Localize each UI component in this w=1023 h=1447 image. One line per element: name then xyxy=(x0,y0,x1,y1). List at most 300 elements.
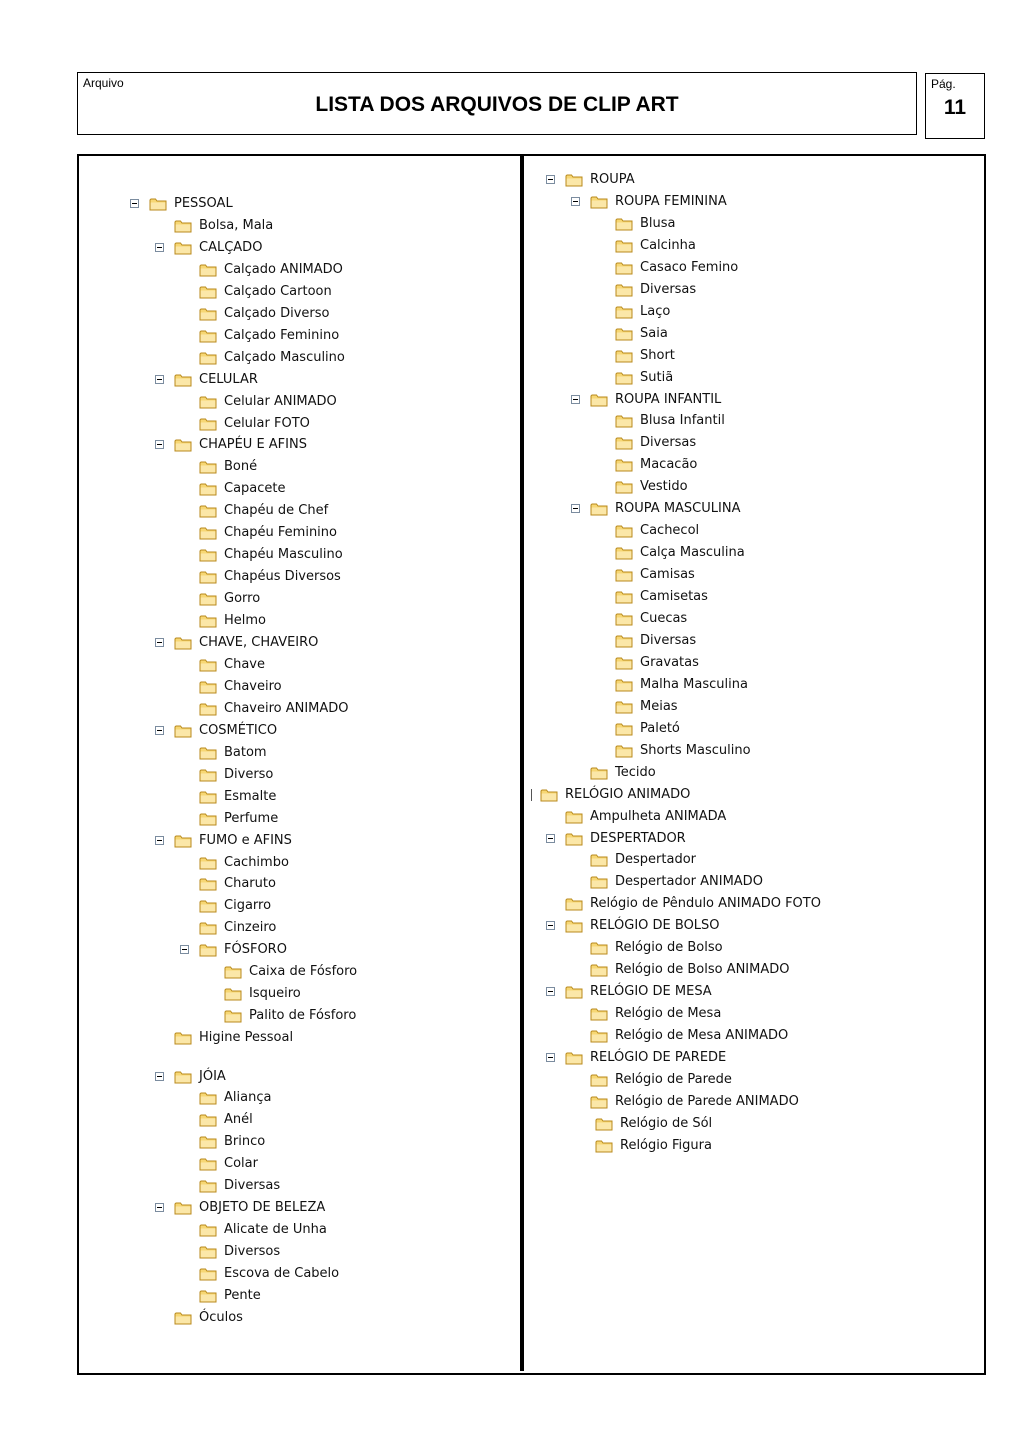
folder-item[interactable] xyxy=(174,216,273,236)
folder-item[interactable] xyxy=(615,258,738,278)
folder-item[interactable] xyxy=(199,1286,261,1306)
folder-icon xyxy=(199,943,217,957)
folder-item[interactable] xyxy=(615,587,708,607)
collapse-toggle-icon[interactable] xyxy=(155,638,164,647)
page-label: Pág. xyxy=(931,77,956,91)
folder-item[interactable] xyxy=(174,435,307,455)
folder-label: Chapéu de Chef xyxy=(224,503,329,519)
folder-label: Relógio de Mesa ANIMADO xyxy=(615,1028,789,1044)
folder-label: Diversas xyxy=(224,1178,281,1194)
folder-item[interactable] xyxy=(615,631,696,651)
folder-label: Calçado Cartoon xyxy=(224,283,332,299)
folder-icon xyxy=(199,329,217,343)
folder-label: Despertador xyxy=(615,852,696,868)
folder-label: Laço xyxy=(640,303,671,319)
folder-item[interactable] xyxy=(174,1308,243,1328)
folder-icon xyxy=(590,875,608,889)
folder-icon xyxy=(595,1139,613,1153)
folder-icon xyxy=(199,877,217,891)
folder-label: Esmalte xyxy=(224,788,277,804)
folder-item[interactable] xyxy=(590,763,656,783)
folder-label: Bolsa, Mala xyxy=(199,217,274,233)
folder-icon xyxy=(174,1031,192,1045)
header-box xyxy=(77,72,917,135)
folder-label: FÓSFORO xyxy=(224,942,287,958)
folder-label: Relógio de Bolso ANIMADO xyxy=(615,962,790,978)
folder-label: Boné xyxy=(224,459,258,475)
folder-label: Diversos xyxy=(224,1244,281,1260)
column-divider xyxy=(520,154,524,1371)
folder-icon xyxy=(615,744,633,758)
folder-icon xyxy=(199,658,217,672)
folder-label: ROUPA xyxy=(590,172,635,187)
folder-icon xyxy=(174,219,192,233)
folder-icon xyxy=(149,197,167,211)
folder-label: RELÓGIO DE PAREDE xyxy=(590,1050,727,1065)
folder-label: Chapéu Masculino xyxy=(224,547,343,563)
folder-icon xyxy=(174,724,192,738)
folder-icon xyxy=(590,393,608,407)
folder-item[interactable] xyxy=(615,697,678,717)
folder-icon xyxy=(615,524,633,538)
folder-label: CHAPÉU E AFINS xyxy=(199,437,307,453)
folder-icon xyxy=(615,700,633,714)
folder-item[interactable] xyxy=(174,1028,293,1048)
folder-label: Relógio de Mesa xyxy=(615,1006,722,1022)
folder-item[interactable] xyxy=(199,787,276,807)
folder-label: Brinco xyxy=(224,1134,266,1150)
folder-item[interactable] xyxy=(615,324,668,344)
folder-label: CALÇADO xyxy=(199,239,263,255)
folder-icon xyxy=(615,436,633,450)
folder-icon xyxy=(174,1070,192,1084)
folder-label: Camisetas xyxy=(640,589,708,605)
header-label: Arquivo xyxy=(83,76,124,90)
collapse-toggle-icon[interactable] xyxy=(546,921,555,930)
folder-item[interactable] xyxy=(590,1004,721,1024)
folder-icon xyxy=(590,963,608,977)
collapse-toggle-icon[interactable] xyxy=(546,1053,555,1062)
folder-icon xyxy=(590,1073,608,1087)
folder-item[interactable] xyxy=(199,304,330,324)
folder-label: Relógio de Bolso xyxy=(615,940,723,956)
folder-label: RELÓGIO DE MESA xyxy=(590,984,712,1000)
folder-label: Calçado Masculino xyxy=(224,349,345,365)
folder-icon xyxy=(590,766,608,780)
folder-icon xyxy=(199,417,217,431)
folder-label: Saia xyxy=(640,325,668,341)
folder-label: RELÓGIO ANIMADO xyxy=(565,786,691,802)
folder-icon xyxy=(615,458,633,472)
folder-icon xyxy=(199,812,217,826)
folder-icon xyxy=(565,985,583,999)
folder-icon xyxy=(540,788,558,802)
folder-icon xyxy=(199,1113,217,1127)
folder-label: Meias xyxy=(640,698,678,714)
folder-label: Cinzeiro xyxy=(224,920,277,936)
folder-label: CHAVE, CHAVEIRO xyxy=(199,635,319,650)
folder-icon xyxy=(615,634,633,648)
folder-item[interactable] xyxy=(199,1176,280,1196)
folder-icon xyxy=(199,548,217,562)
folder-label: Short xyxy=(640,347,675,363)
folder-item[interactable] xyxy=(615,741,751,761)
folder-item[interactable] xyxy=(199,677,282,697)
folder-label: Blusa Infantil xyxy=(640,413,725,429)
collapse-toggle-icon[interactable] xyxy=(155,440,164,449)
folder-label: Vestido xyxy=(640,479,688,495)
folder-label: Calçado Feminino xyxy=(224,327,340,343)
folder-icon xyxy=(615,349,633,363)
folder-item[interactable] xyxy=(590,850,696,870)
folder-label: Cuecas xyxy=(640,611,688,626)
folder-item[interactable] xyxy=(615,280,696,300)
folder-icon xyxy=(199,482,217,496)
folder-label: Escova de Cabelo xyxy=(224,1266,340,1282)
folder-item[interactable] xyxy=(199,896,271,916)
folder-label: Cigarro xyxy=(224,898,272,914)
folder-label: ROUPA INFANTIL xyxy=(615,391,722,407)
folder-icon xyxy=(615,656,633,670)
folder-item[interactable] xyxy=(615,719,680,739)
folder-item[interactable] xyxy=(615,214,676,234)
folder-item[interactable] xyxy=(615,433,696,453)
folder-label: Gravatas xyxy=(640,654,699,670)
folder-icon xyxy=(615,722,633,736)
folder-icon xyxy=(590,1007,608,1021)
page-title: LISTA DOS ARQUIVOS DE CLIP ART xyxy=(315,93,679,116)
folder-item[interactable] xyxy=(149,194,233,214)
folder-item[interactable] xyxy=(615,346,675,366)
folder-item[interactable] xyxy=(199,282,332,302)
folder-item[interactable] xyxy=(199,567,341,587)
folder-item[interactable] xyxy=(199,1220,327,1240)
folder-icon xyxy=(199,526,217,540)
folder-label: Malha Masculina xyxy=(640,676,748,692)
folder-icon xyxy=(615,414,633,428)
page-number-box xyxy=(925,73,985,139)
folder-label: Calça Masculina xyxy=(640,545,745,561)
folder-item[interactable] xyxy=(615,455,697,475)
folder-icon xyxy=(615,217,633,231)
folder-label: Chaveiro xyxy=(224,678,282,694)
folder-item[interactable] xyxy=(199,414,310,434)
folder-item[interactable] xyxy=(174,831,292,851)
folder-label: Capacete xyxy=(224,481,286,497)
folder-icon xyxy=(199,1267,217,1281)
folder-label: ROUPA MASCULINA xyxy=(615,501,741,517)
folder-item[interactable] xyxy=(615,565,695,585)
folder-label: Charuto xyxy=(224,876,276,892)
folder-label: DESPERTADOR xyxy=(590,830,686,846)
folder-item[interactable] xyxy=(590,499,740,519)
folder-icon xyxy=(199,614,217,628)
folder-item[interactable] xyxy=(615,302,670,322)
folder-item[interactable] xyxy=(565,829,686,849)
folder-icon xyxy=(174,241,192,255)
folder-icon xyxy=(615,239,633,253)
folder-icon xyxy=(590,1029,608,1043)
folder-icon xyxy=(199,746,217,760)
folder-item[interactable] xyxy=(174,238,262,258)
folder-item[interactable] xyxy=(199,765,273,785)
folder-label: Cachimbo xyxy=(224,854,289,870)
collapse-toggle-icon[interactable] xyxy=(571,504,580,513)
folder-item[interactable] xyxy=(565,170,635,190)
collapse-toggle-icon[interactable] xyxy=(571,197,580,206)
folder-item[interactable] xyxy=(199,523,337,543)
folder-item[interactable] xyxy=(199,1088,271,1108)
folder-icon xyxy=(590,941,608,955)
folder-icon xyxy=(224,965,242,979)
folder-label: Óculos xyxy=(199,1309,243,1325)
collapse-toggle-icon[interactable] xyxy=(546,987,555,996)
tree-line-icon xyxy=(531,789,532,801)
folder-label: Chapéu Feminino xyxy=(224,525,337,541)
folder-item[interactable] xyxy=(615,521,699,541)
folder-icon xyxy=(174,636,192,650)
folder-item[interactable] xyxy=(615,477,688,497)
folder-item[interactable] xyxy=(615,368,673,388)
folder-label: Relógio de Parede xyxy=(615,1071,732,1087)
folder-label: Relógio Figura xyxy=(620,1137,712,1153)
folder-label: Ampulheta ANIMADA xyxy=(590,808,727,824)
folder-item[interactable] xyxy=(595,1114,712,1134)
folder-icon xyxy=(615,283,633,297)
folder-icon xyxy=(615,678,633,692)
folder-icon xyxy=(199,1223,217,1237)
folder-icon xyxy=(174,834,192,848)
folder-label: COSMÉTICO xyxy=(199,722,278,738)
folder-icon xyxy=(199,460,217,474)
folder-label: Colar xyxy=(224,1156,258,1172)
folder-item[interactable] xyxy=(615,236,696,256)
folder-item[interactable] xyxy=(174,1198,325,1218)
folder-icon xyxy=(199,680,217,694)
folder-item[interactable] xyxy=(199,326,339,346)
folder-label: Diverso xyxy=(224,766,274,782)
collapse-toggle-icon[interactable] xyxy=(155,836,164,845)
folder-item[interactable] xyxy=(199,260,343,280)
folder-item[interactable] xyxy=(199,743,267,763)
folder-icon xyxy=(174,1311,192,1325)
collapse-toggle-icon[interactable] xyxy=(155,726,164,735)
folder-icon xyxy=(199,1245,217,1259)
folder-item[interactable] xyxy=(590,1092,799,1112)
folder-item[interactable] xyxy=(565,982,712,1002)
folder-label: Casaco Femino xyxy=(640,259,739,275)
folder-item[interactable] xyxy=(174,370,258,390)
folder-icon xyxy=(615,261,633,275)
folder-label: Relógio de Pêndulo ANIMADO FOTO xyxy=(590,896,821,912)
collapse-toggle-icon[interactable] xyxy=(571,395,580,404)
folder-label: Despertador ANIMADO xyxy=(615,874,763,890)
folder-icon xyxy=(615,327,633,341)
folder-icon xyxy=(615,480,633,494)
folder-item[interactable] xyxy=(199,348,345,368)
folder-item[interactable] xyxy=(199,589,260,609)
folder-item[interactable] xyxy=(199,1132,265,1152)
collapse-toggle-icon[interactable] xyxy=(546,834,555,843)
folder-icon xyxy=(565,832,583,846)
folder-icon xyxy=(565,810,583,824)
folder-item[interactable] xyxy=(590,1026,788,1046)
folder-icon xyxy=(199,768,217,782)
folder-icon xyxy=(199,1289,217,1303)
folder-item[interactable] xyxy=(174,633,318,653)
folder-icon xyxy=(565,897,583,911)
folder-item[interactable] xyxy=(199,1154,258,1174)
folder-icon xyxy=(199,1091,217,1105)
folder-item[interactable] xyxy=(590,872,763,892)
collapse-toggle-icon[interactable] xyxy=(155,375,164,384)
folder-icon xyxy=(174,438,192,452)
folder-item[interactable] xyxy=(199,940,287,960)
folder-item[interactable] xyxy=(199,611,266,631)
folder-label: Tecido xyxy=(615,764,656,780)
folder-item[interactable] xyxy=(199,809,278,829)
folder-item[interactable] xyxy=(565,1048,726,1068)
folder-item[interactable] xyxy=(595,1136,712,1156)
folder-item[interactable] xyxy=(224,984,301,1004)
folder-icon xyxy=(615,612,633,626)
folder-label: Alicate de Unha xyxy=(224,1222,327,1238)
folder-icon xyxy=(199,263,217,277)
folder-label: Relógio de Parede ANIMADO xyxy=(615,1093,799,1109)
folder-label: Chaveiro ANIMADO xyxy=(224,700,349,716)
folder-item[interactable] xyxy=(199,1110,253,1130)
folder-icon xyxy=(224,1009,242,1023)
folder-label: Diversas xyxy=(640,632,697,648)
folder-item[interactable] xyxy=(615,653,699,673)
folder-item[interactable] xyxy=(590,960,790,980)
folder-item[interactable] xyxy=(615,675,748,695)
collapse-toggle-icon[interactable] xyxy=(155,1072,164,1081)
folder-label: Helmo xyxy=(224,613,267,629)
folder-icon xyxy=(199,1179,217,1193)
folder-item[interactable] xyxy=(199,501,328,521)
folder-item[interactable] xyxy=(224,1006,356,1026)
folder-icon xyxy=(199,1157,217,1171)
folder-icon xyxy=(174,1201,192,1215)
folder-label: RELÓGIO DE BOLSO xyxy=(590,918,720,934)
folder-icon xyxy=(590,502,608,516)
folder-icon xyxy=(615,371,633,385)
folder-icon xyxy=(199,899,217,913)
folder-label: Diversas xyxy=(640,435,697,451)
folder-icon xyxy=(174,373,192,387)
folder-item[interactable] xyxy=(199,1264,339,1284)
folder-label: Diversas xyxy=(640,281,697,297)
folder-item[interactable] xyxy=(174,1067,226,1087)
folder-label: Chapéus Diversos xyxy=(224,569,341,585)
folder-label: Shorts Masculino xyxy=(640,742,751,758)
folder-label: Calçado ANIMADO xyxy=(224,261,343,277)
folder-item[interactable] xyxy=(199,699,349,719)
folder-item[interactable] xyxy=(540,785,690,805)
folder-item[interactable] xyxy=(199,655,265,675)
folder-item[interactable] xyxy=(565,807,726,827)
folder-label: Pente xyxy=(224,1288,261,1303)
folder-item[interactable] xyxy=(615,609,687,629)
folder-label: Macacão xyxy=(640,457,698,473)
folder-item[interactable] xyxy=(224,962,357,982)
folder-label: Celular FOTO xyxy=(224,415,310,431)
folder-label: Anél xyxy=(224,1112,253,1128)
collapse-toggle-icon[interactable] xyxy=(546,175,555,184)
folder-icon xyxy=(615,568,633,582)
folder-icon xyxy=(615,590,633,604)
folder-icon xyxy=(590,1095,608,1109)
folder-item[interactable] xyxy=(199,1242,280,1262)
folder-icon xyxy=(199,395,217,409)
folder-item[interactable] xyxy=(199,545,343,565)
folder-item[interactable] xyxy=(199,874,276,894)
folder-label: Blusa xyxy=(640,215,676,231)
collapse-toggle-icon[interactable] xyxy=(155,243,164,252)
folder-label: PESSOAL xyxy=(174,196,233,211)
folder-label: Cachecol xyxy=(640,523,700,539)
folder-icon xyxy=(199,921,217,935)
folder-label: OBJETO DE BELEZA xyxy=(199,1200,326,1216)
folder-icon xyxy=(224,987,242,1001)
folder-item[interactable] xyxy=(615,543,745,563)
folder-icon xyxy=(199,702,217,716)
folder-icon xyxy=(565,173,583,187)
folder-icon xyxy=(199,285,217,299)
folder-label: Perfume xyxy=(224,810,279,826)
collapse-toggle-icon[interactable] xyxy=(180,945,189,954)
folder-icon xyxy=(199,790,217,804)
folder-item[interactable] xyxy=(199,457,257,477)
folder-item[interactable] xyxy=(590,1070,732,1090)
folder-icon xyxy=(199,351,217,365)
folder-label: FUMO e AFINS xyxy=(199,832,292,848)
page-number: 11 xyxy=(943,96,967,119)
folder-item[interactable] xyxy=(199,392,337,412)
folder-label: Batom xyxy=(224,744,267,760)
folder-icon xyxy=(590,195,608,209)
folder-label: Celular ANIMADO xyxy=(224,393,337,409)
folder-item[interactable] xyxy=(199,853,289,873)
folder-item[interactable] xyxy=(590,938,723,958)
folder-label: Isqueiro xyxy=(249,986,301,1002)
folder-item[interactable] xyxy=(174,721,277,741)
folder-label: Sutiã xyxy=(640,369,674,385)
folder-item[interactable] xyxy=(565,894,821,914)
folder-label: Relógio de Sól xyxy=(620,1115,713,1131)
collapse-toggle-icon[interactable] xyxy=(130,199,139,208)
folder-label: JÓIA xyxy=(199,1068,226,1084)
folder-item[interactable] xyxy=(615,411,725,431)
folder-label: Higine Pessoal xyxy=(199,1030,294,1046)
folder-label: Caixa de Fósforo xyxy=(249,964,358,980)
folder-icon xyxy=(199,570,217,584)
folder-icon xyxy=(199,504,217,518)
folder-item[interactable] xyxy=(590,192,727,212)
folder-icon xyxy=(199,592,217,606)
folder-icon xyxy=(565,1051,583,1065)
folder-item[interactable] xyxy=(565,916,720,936)
folder-item[interactable] xyxy=(199,918,276,938)
folder-item[interactable] xyxy=(590,390,721,410)
folder-icon xyxy=(615,305,633,319)
folder-icon xyxy=(199,856,217,870)
collapse-toggle-icon[interactable] xyxy=(155,1203,164,1212)
folder-label: Calçado Diverso xyxy=(224,305,330,321)
folder-item[interactable] xyxy=(199,479,286,499)
folder-label: Gorro xyxy=(224,591,261,607)
